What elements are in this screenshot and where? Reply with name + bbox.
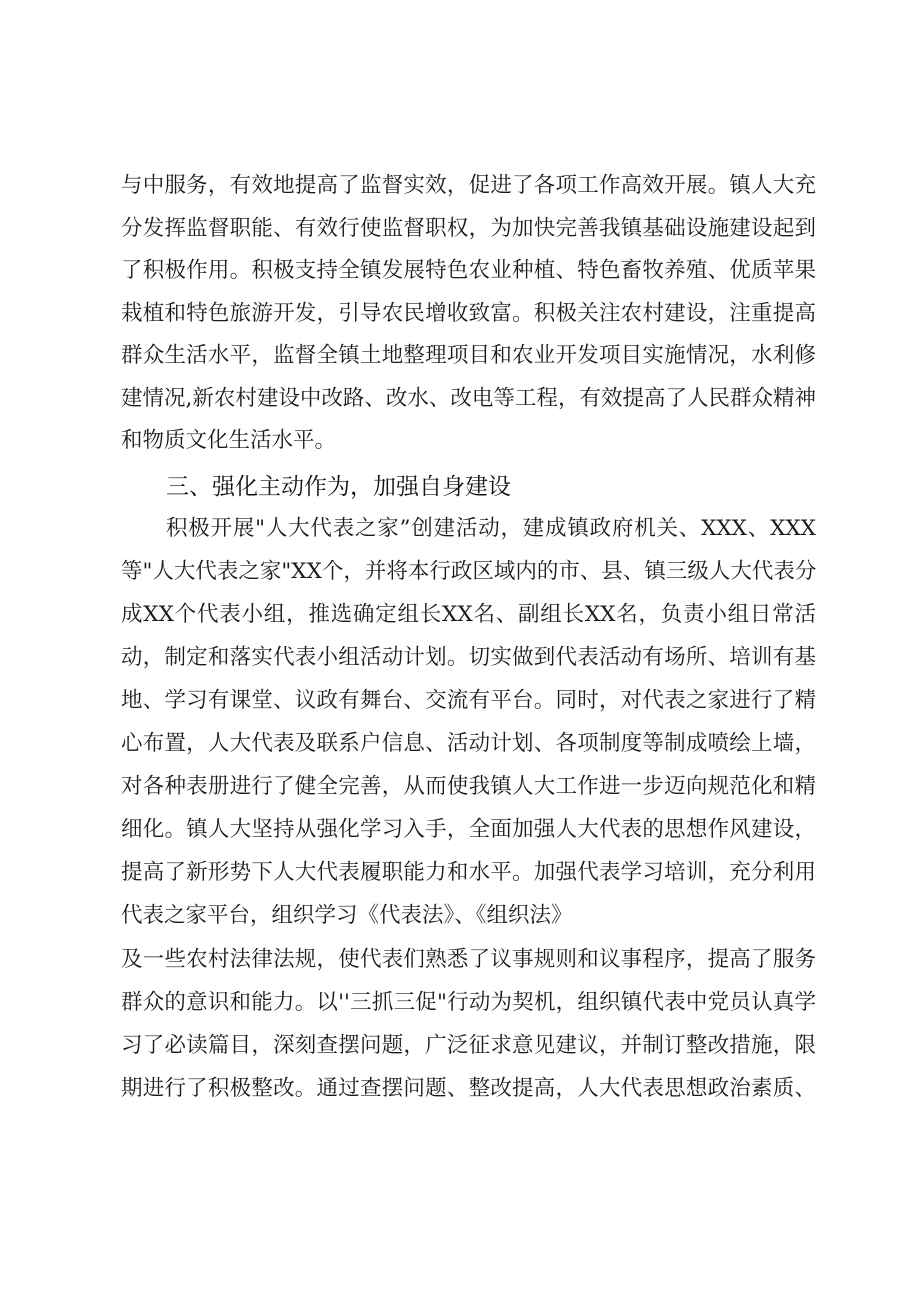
text-line: 心布置，人大代表及联系户信息、活动计划、各项制度等制成喷绘上墙， bbox=[121, 731, 816, 756]
text-line: 栽植和特色旅游开发，引导农民增收致富。积极关注农村建设，注重提高 bbox=[121, 301, 816, 326]
text-line: 分发挥监督职能、有效行使监督职权，为加快完善我镇基础设施建设起到 bbox=[121, 216, 816, 241]
text-line: 动，制定和落实代表小组活动计划。切实做到代表活动有场所、培训有基 bbox=[121, 645, 816, 670]
text-line: 成XX个代表小组，推选确定组长XX名、副组长XX名，负责小组日常活 bbox=[121, 602, 816, 627]
text-line: 及一些农村法律法规，使代表们熟悉了议事规则和议事程序，提高了服务 bbox=[121, 947, 816, 972]
text-line: 建情况,新农村建设中改路、改水、改电等工程，有效提高了人民群众精神 bbox=[121, 386, 816, 411]
text-line: 了积极作用。积极支持全镇发展特色农业种植、特色畜牧养殖、优质苹果 bbox=[121, 258, 816, 283]
text-line: 积极开展"人大代表之家”创建活动，建成镇政府机关、XXX、XXX bbox=[166, 516, 816, 541]
text-line: 代表之家平台，组织学习《代表法》、《组织法》 bbox=[121, 903, 573, 928]
text-line: 与中服务，有效地提高了监督实效，促进了各项工作高效开展。镇人大充 bbox=[121, 173, 816, 198]
text-line: 地、学习有课堂、议政有舞台、交流有平台。同时，对代表之家进行了精 bbox=[121, 688, 816, 713]
text-line: 等"人大代表之家"XX个，并将本行政区域内的市、县、镇三级人大代表分 bbox=[121, 559, 817, 584]
text-line: 习了必读篇目，深刻查摆问题，广泛征求意见建议，并制订整改措施，限 bbox=[121, 1033, 816, 1058]
text-line: 提高了新形势下人大代表履职能力和水平。加强代表学习培训，充分利用 bbox=[121, 860, 816, 885]
section-heading: 三、强化主动作为，加强自身建设 bbox=[166, 474, 511, 500]
text-line: 和物质文化生活水平。 bbox=[121, 428, 337, 453]
text-line: 对各种表册进行了健全完善，从而使我镇人大工作进一步迈向规范化和精 bbox=[121, 774, 816, 799]
text-line: 群众生活水平，监督全镇土地整理项目和农业开发项目实施情况，水利修 bbox=[121, 343, 816, 368]
text-line: 群众的意识和能力。以''三抓三促"行动为契机，组织镇代表中党员认真学 bbox=[121, 990, 816, 1015]
text-line: 细化。镇人大坚持从强化学习入手，全面加强人大代表的思想作风建设， bbox=[121, 817, 816, 842]
text-line: 期进行了积极整改。通过查摆问题、整改提高，人大代表思想政治素质、 bbox=[121, 1076, 816, 1101]
